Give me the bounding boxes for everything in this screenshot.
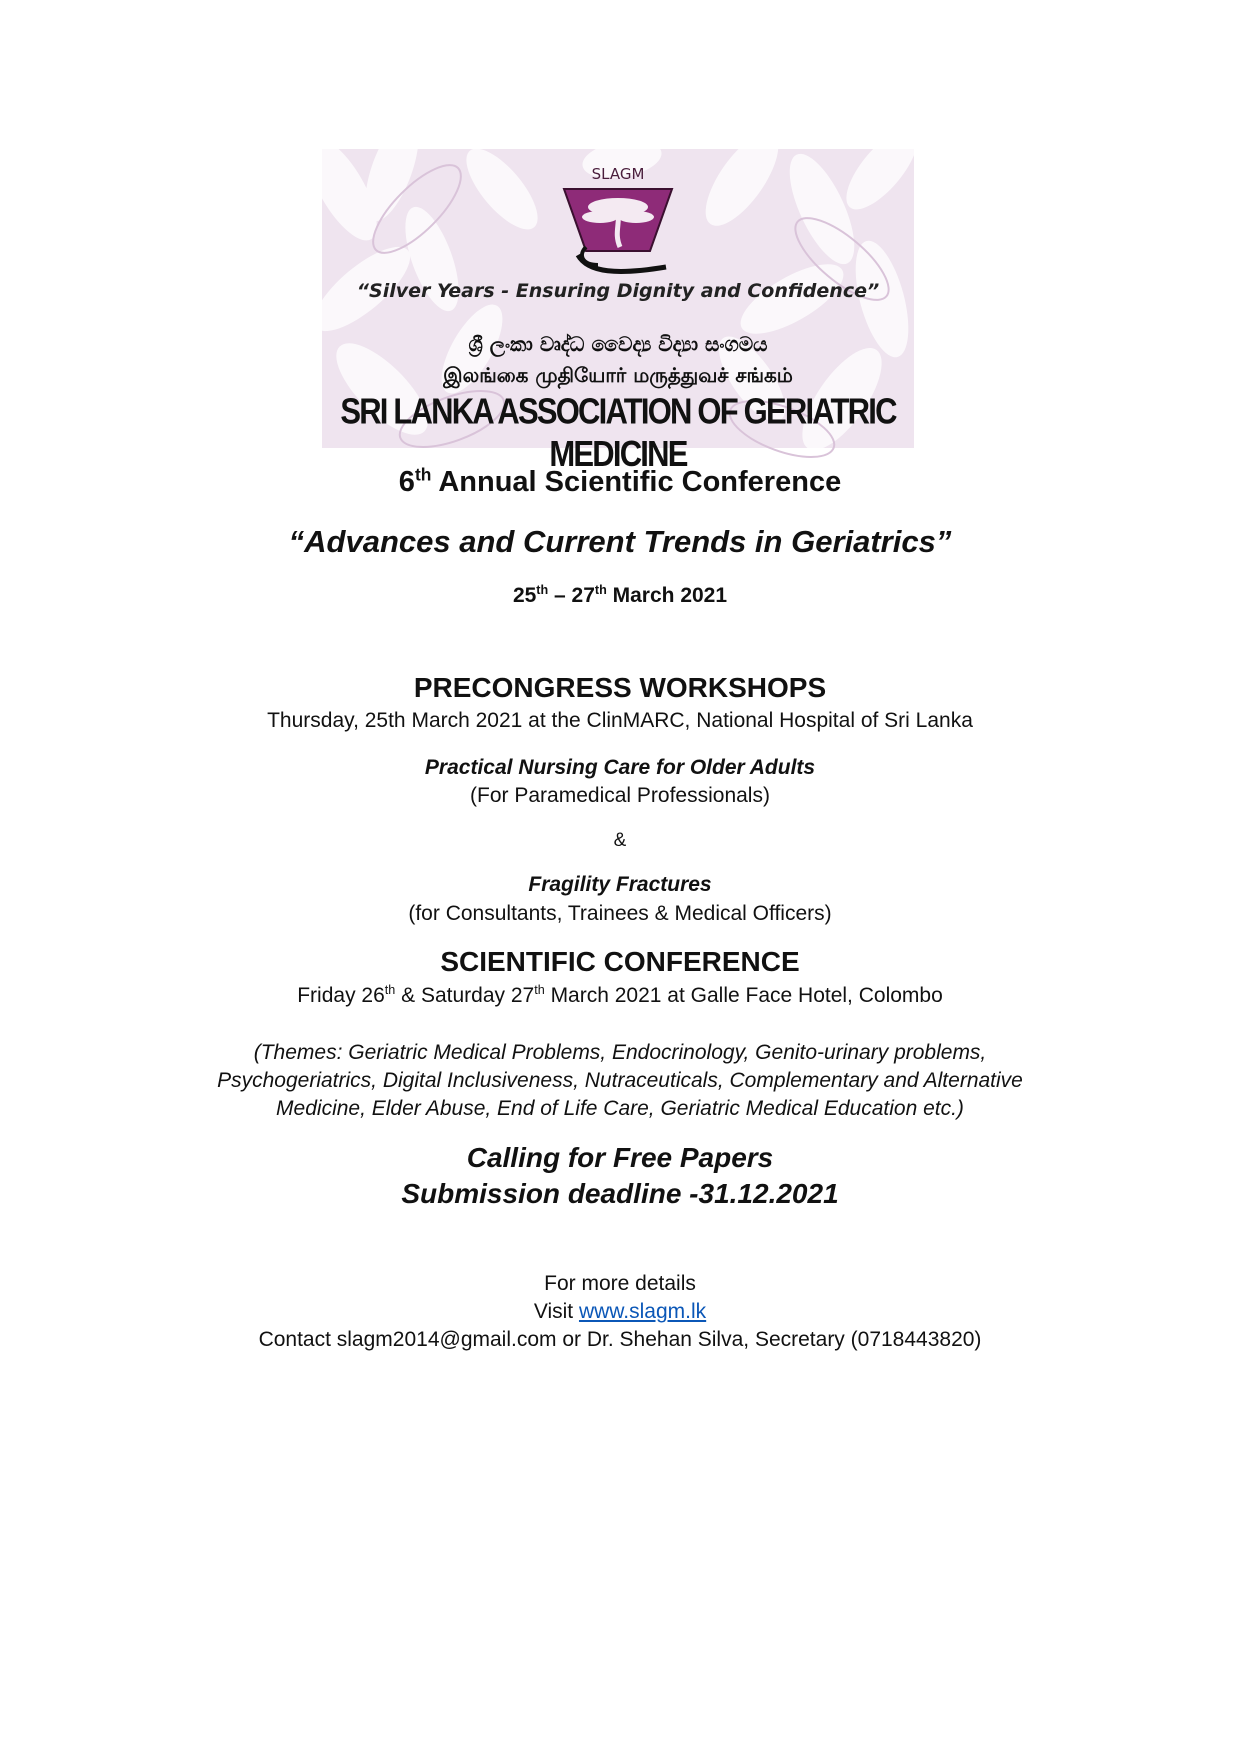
visit-prefix: Visit [533,1300,579,1323]
venue-part1: Friday 26 [297,984,385,1007]
association-name-sinhala: ශ්‍රී ලංකා වෘද්ධ වෛද්‍ය විද්‍යා සංගමය [468,332,768,356]
end-day-suffix: th [594,583,607,597]
start-day-suffix: th [536,583,549,597]
month-year: March 2021 [606,584,728,607]
venue-part2: & Saturday 27 [395,984,535,1007]
precongress-heading: PRECONGRESS WORKSHOPS [413,672,827,703]
conference-title-text: Annual Scientific Conference [431,466,842,498]
end-day: 27 [571,584,595,607]
conference-ordinal-suffix: th [414,464,432,485]
workshop1-audience: (For Paramedical Professionals) [470,784,770,807]
association-name-english: SRI LANKA ASSOCIATION OF GERIATRIC MEDICINE [340,390,896,475]
themes-line-2: Psychogeriatrics, Digital Inclusiveness, Nutraceuticals, Complementary and Alternative [217,1069,1023,1092]
contact-line: Contact slagm2014@gmail.com or Dr. Shehan Silva, Secretary (0718443820) [258,1328,982,1351]
submission-deadline: Submission deadline -31.12.2021 [401,1178,839,1209]
workshop1-title: Practical Nursing Care for Older Adults [424,756,816,779]
workshop2-audience: (for Consultants, Trainees & Medical Officers) [408,902,832,925]
themes-line-1: (Themes: Geriatric Medical Problems, Endocrinology, Genito-urinary problems, [253,1041,987,1064]
venue-sup2: th [534,983,545,997]
themes-line-3: Medicine, Elder Abuse, End of Life Care, Geriatric Medical Education etc.) [276,1097,964,1120]
date-separator: – [548,584,572,607]
start-day: 25 [512,584,537,607]
precongress-venue: Thursday, 25th March 2021 at the ClinMARC, National Hospital of Sri Lanka [267,709,973,732]
conference-ordinal: 6 [398,466,415,498]
workshop2-title: Fragility Fractures [528,873,712,896]
visit-line [0,1300,1240,1324]
conference-theme: “Advances and Current Trends in Geriatrics” [288,524,952,559]
logo-abbreviation: SLAGM [591,165,645,183]
venue-part3: March 2021 at Galle Face Hotel, Colombo [544,984,943,1007]
more-details-text: For more details [544,1272,696,1295]
call-for-papers: Calling for Free Papers [466,1142,774,1173]
association-name-tamil: இலங்கை முதியோர் மருத்துவச் சங்கம் [443,363,793,387]
website-link[interactable]: www.slagm.lk [578,1300,707,1323]
venue-sup1: th [384,983,396,997]
conference-dates [0,584,1240,608]
conference-title [0,466,1240,499]
workshop-ampersand: & [613,830,627,851]
association-motto: “Silver Years - Ensuring Dignity and Confidence” [356,280,880,302]
bonsai-tree-emblem-icon [558,185,678,275]
scientific-venue [0,984,1240,1008]
scientific-heading: SCIENTIFIC CONFERENCE [440,946,800,977]
